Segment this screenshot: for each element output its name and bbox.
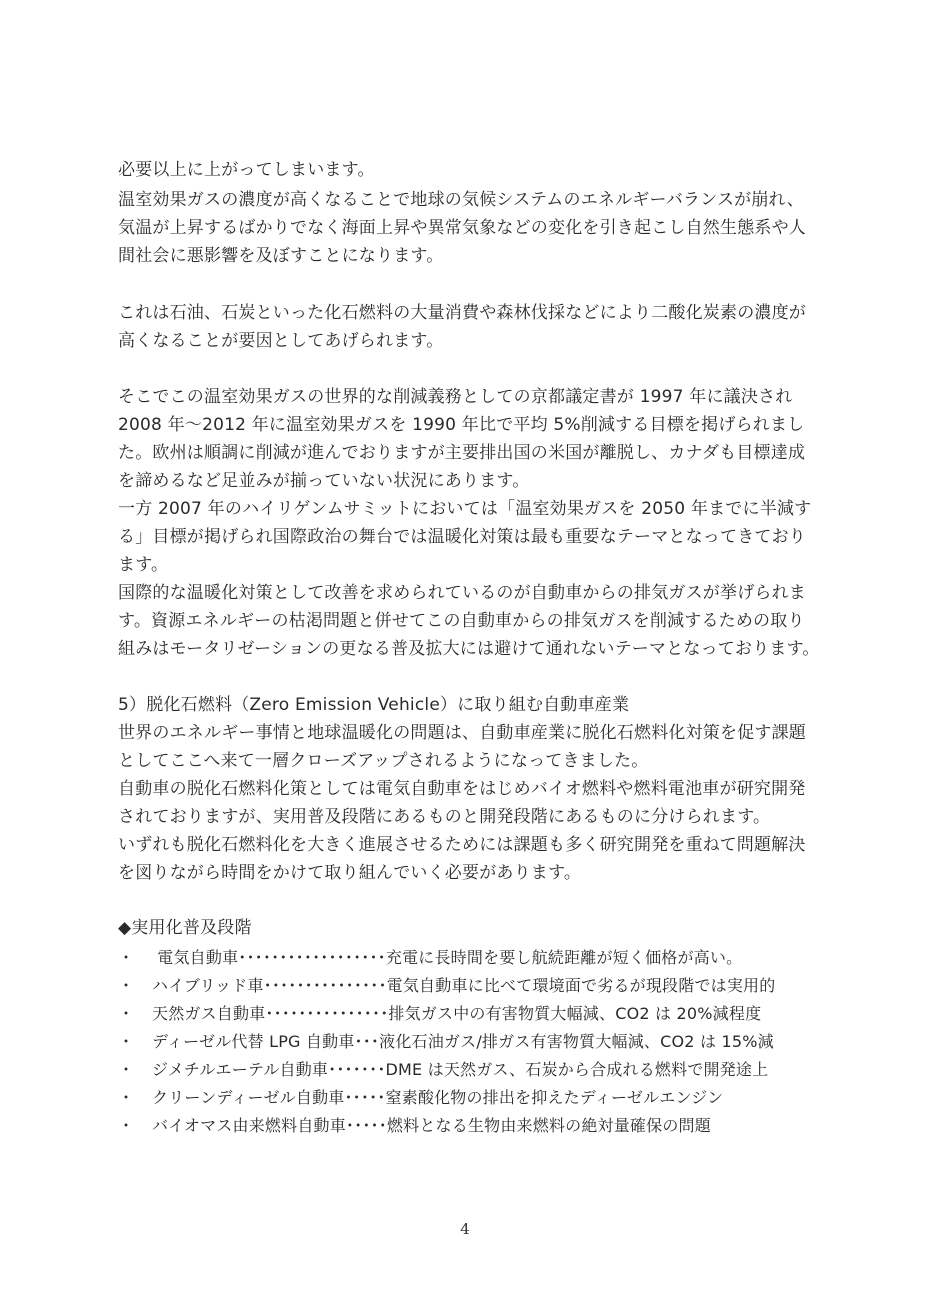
text-line: 必要以上に上がってしまいます。 [118, 160, 375, 180]
list-item [118, 1088, 723, 1108]
text-line: 組みはモータリゼーションの更なる普及拡大には避けて通れないテーマとなっております。 [118, 639, 820, 659]
text-line: そこでこの温室効果ガスの世界的な削減義務としての京都議定書が 1997 年に議決され [118, 387, 793, 407]
text-line: ます。 [118, 555, 169, 575]
text-line: る」目標が掲げられ国際政治の舞台では温暖化対策は最も重要なテーマとなってきており [118, 527, 806, 547]
list-item [118, 948, 742, 968]
bullet-icon: ・ [118, 1032, 135, 1051]
text-line: いずれも脱化石燃料化を大きく進展させるためには課題も多く研究開発を重ねて問題解決 [118, 835, 806, 855]
text-line: 間社会に悪影響を及ぼすことになります。 [118, 246, 444, 266]
text-line: た。欧州は順調に削減が進んでおりますが主要排出国の米国が離脱し、カナダも目標達成 [118, 443, 806, 463]
bullet-icon: ・ [118, 976, 135, 995]
list-item [118, 1116, 711, 1136]
bullet-icon: ・ [118, 1060, 135, 1079]
text-line: 世界のエネルギー事情と地球温暖化の問題は、自動車産業に脱化石燃料化対策を促す課題 [118, 723, 806, 743]
text-line: 気温が上昇するばかりでなく海面上昇や異常気象などの変化を引き起こし自然生態系や人 [118, 218, 806, 238]
page-number: 4 [460, 1220, 470, 1238]
bullet-icon: ・ [118, 1004, 135, 1023]
list-item-text: バイオマス由来燃料自動車･････燃料となる生物由来燃料の絶対量確保の問題 [152, 1116, 711, 1135]
list-item-text: ジメチルエーテル自動車･･･････DME は天然ガス、石炭から合成れる燃料で開発途上 [152, 1060, 769, 1079]
list-item [118, 1004, 761, 1024]
section-title: 5）脱化石燃料（Zero Emission Vehicle）に取り組む自動車産業 [118, 695, 630, 715]
bullet-icon: ・ [118, 948, 135, 967]
bullet-icon: ・ [118, 1088, 135, 1107]
list-item-text: ハイブリッド車･･･････････････電気自動車に比べて環境面で劣るが現段階では実用的 [152, 976, 776, 995]
list-heading: ◆実用化普及段階 [118, 918, 252, 938]
list-item [118, 1060, 768, 1080]
bullet-icon: ・ [118, 1116, 135, 1135]
list-item [118, 976, 775, 996]
text-line: 2008 年～2012 年に温室効果ガスを 1990 年比で平均 5%削減する目標を掲げられまし [118, 415, 805, 435]
text-line: これは石油、石炭といった化石燃料の大量消費や森林伐採などにより二酸化炭素の濃度が [118, 303, 806, 323]
text-line: を図りながら時間をかけて取り組んでいく必要があります。 [118, 863, 582, 883]
text-line: 自動車の脱化石燃料化策としては電気自動車をはじめバイオ燃料や燃料電池車が研究開発 [118, 779, 806, 799]
text-line: を諦めるなど足並みが揃っていない状況にあります。 [118, 471, 530, 491]
list-item-text: 天然ガス自動車･･･････････････排気ガス中の有害物質大幅減、CO2 は 20%減程度 [152, 1004, 762, 1023]
text-line: 高くなることが要因としてあげられます。 [118, 331, 444, 351]
list-item-text: 電気自動車･･････････････････充電に長時間を要し航続距離が短く価格が高い。 [152, 948, 743, 967]
list-item-text: クリーンディーゼル自動車･････窒素酸化物の排出を抑えたディーゼルエンジン [152, 1088, 724, 1107]
text-line: 一方 2007 年のハイリゲンムサミットにおいては「温室効果ガスを 2050 年までに半減す [118, 499, 812, 519]
text-line: されておりますが、実用普及段階にあるものと開発段階にあるものに分けられます。 [118, 807, 771, 827]
text-line: としてここへ来て一層クローズアップされるようになってきました。 [118, 751, 649, 771]
text-line: 温室効果ガスの濃度が高くなることで地球の気候システムのエネルギーバランスが崩れ、 [118, 190, 804, 210]
list-item [118, 1032, 774, 1052]
text-line: 国際的な温暖化対策として改善を求められているのが自動車からの排気ガスが挙げられま [118, 583, 806, 603]
text-line: す。資源エネルギーの枯渇問題と併せてこの自動車からの排気ガスを削減するための取り [118, 611, 805, 631]
list-item-text: ディーゼル代替 LPG 自動車･･･液化石油ガス/排ガス有害物質大幅減、CO2 は 15%減 [152, 1032, 774, 1051]
